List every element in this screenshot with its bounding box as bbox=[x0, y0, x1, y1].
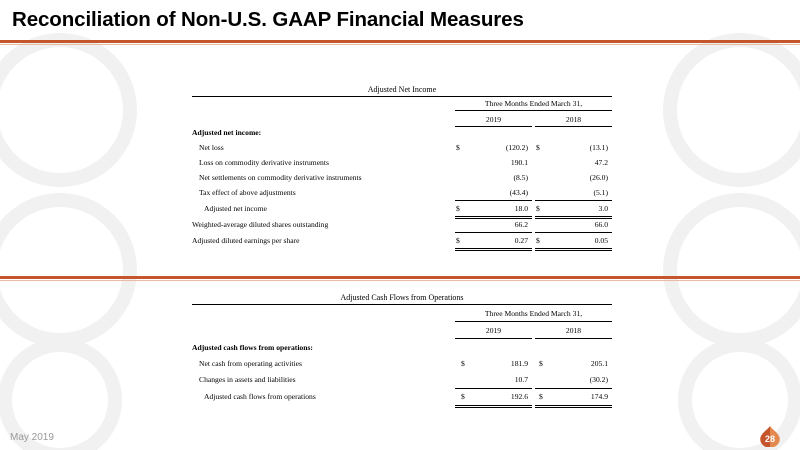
table2-year-2018: 2018 bbox=[565, 326, 582, 335]
total-rule-double bbox=[535, 250, 612, 251]
value-2019: (43.4) bbox=[509, 188, 528, 197]
total-rule-double bbox=[535, 218, 612, 219]
currency-symbol: $ bbox=[539, 359, 543, 368]
total-rule-double bbox=[455, 250, 532, 251]
row-label: Net cash from operating activities bbox=[199, 359, 302, 368]
row-label: Net settlements on commodity derivative instruments bbox=[199, 173, 362, 182]
value-2018: 205.1 bbox=[590, 359, 608, 368]
header-rule-light bbox=[0, 44, 800, 45]
value-2019: 190.1 bbox=[510, 158, 528, 167]
value-2019: 66.2 bbox=[514, 220, 528, 229]
table1-year-2019: 2019 bbox=[485, 115, 502, 124]
total-rule bbox=[535, 248, 612, 249]
value-2018: (30.2) bbox=[589, 375, 608, 384]
currency-symbol: $ bbox=[461, 392, 465, 401]
row-label: Loss on commodity derivative instruments bbox=[199, 158, 329, 167]
currency-symbol: $ bbox=[536, 236, 540, 245]
table1-year-rule bbox=[455, 126, 532, 127]
currency-symbol: $ bbox=[456, 143, 460, 152]
row-label: Weighted-average diluted shares outstanding bbox=[192, 220, 329, 229]
currency-symbol: $ bbox=[536, 143, 540, 152]
table1-top-rule bbox=[192, 96, 612, 97]
row-rule bbox=[535, 232, 612, 233]
row-rule bbox=[455, 232, 532, 233]
row-label: Tax effect of above adjustments bbox=[199, 188, 296, 197]
total-rule-double bbox=[535, 407, 612, 408]
table2-period-rule bbox=[455, 321, 612, 322]
value-2019: 0.27 bbox=[514, 236, 528, 245]
table1-period-rule bbox=[455, 110, 612, 111]
table2-period-header: Three Months Ended March 31, bbox=[484, 309, 583, 318]
total-rule bbox=[455, 248, 532, 249]
table2-year-rule bbox=[535, 338, 612, 339]
value-2018: 174.9 bbox=[590, 392, 608, 401]
value-2018: 0.05 bbox=[594, 236, 608, 245]
table2-year-rule bbox=[455, 338, 532, 339]
currency-symbol: $ bbox=[456, 204, 460, 213]
table2-title: Adjusted Cash Flows from Operations bbox=[340, 293, 464, 302]
section-rule-light bbox=[0, 280, 800, 281]
value-2019: 10.7 bbox=[514, 375, 528, 384]
row-label: Changes in assets and liabilities bbox=[199, 375, 296, 384]
table2-year-2019: 2019 bbox=[485, 326, 502, 335]
value-2018: (26.0) bbox=[589, 173, 608, 182]
slide-title: Reconciliation of Non-U.S. GAAP Financial Measures bbox=[12, 8, 524, 31]
value-2019: 18.0 bbox=[514, 204, 528, 213]
value-2018: 47.2 bbox=[594, 158, 608, 167]
header-rule bbox=[0, 40, 800, 43]
table2-top-rule bbox=[192, 304, 612, 305]
currency-symbol: $ bbox=[461, 359, 465, 368]
table2-section-header: Adjusted cash flows from operations: bbox=[192, 343, 313, 352]
subtotal-rule bbox=[455, 200, 532, 201]
value-2018: (5.1) bbox=[593, 188, 608, 197]
currency-symbol: $ bbox=[539, 392, 543, 401]
total-rule-double bbox=[455, 407, 532, 408]
total-rule bbox=[455, 405, 532, 406]
table1-title: Adjusted Net Income bbox=[367, 85, 437, 94]
table1-year-2018: 2018 bbox=[565, 115, 582, 124]
total-rule bbox=[535, 405, 612, 406]
currency-symbol: $ bbox=[456, 236, 460, 245]
table1-period-header: Three Months Ended March 31, bbox=[484, 99, 583, 108]
subtotal-rule bbox=[535, 388, 612, 389]
table1-section-header: Adjusted net income: bbox=[192, 128, 262, 137]
total-rule-double bbox=[455, 218, 532, 219]
value-2019: 181.9 bbox=[510, 359, 528, 368]
subtotal-rule bbox=[535, 200, 612, 201]
value-2019: (120.2) bbox=[505, 143, 528, 152]
value-2018: (13.1) bbox=[589, 143, 608, 152]
row-label: Net loss bbox=[199, 143, 224, 152]
row-label: Adjusted cash flows from operations bbox=[204, 392, 316, 401]
value-2018: 66.0 bbox=[594, 220, 608, 229]
value-2018: 3.0 bbox=[598, 204, 608, 213]
table1-year-rule bbox=[535, 126, 612, 127]
row-label: Adjusted diluted earnings per share bbox=[192, 236, 300, 245]
value-2019: 192.6 bbox=[510, 392, 528, 401]
currency-symbol: $ bbox=[536, 204, 540, 213]
row-label: Adjusted net income bbox=[204, 204, 267, 213]
total-rule bbox=[455, 216, 532, 217]
total-rule bbox=[535, 216, 612, 217]
subtotal-rule bbox=[455, 388, 532, 389]
value-2019: (8.5) bbox=[513, 173, 528, 182]
logo-page-number bbox=[757, 426, 783, 448]
footer-date: May 2019 bbox=[10, 432, 54, 443]
page-number: 28 bbox=[764, 434, 776, 444]
section-rule bbox=[0, 276, 800, 279]
